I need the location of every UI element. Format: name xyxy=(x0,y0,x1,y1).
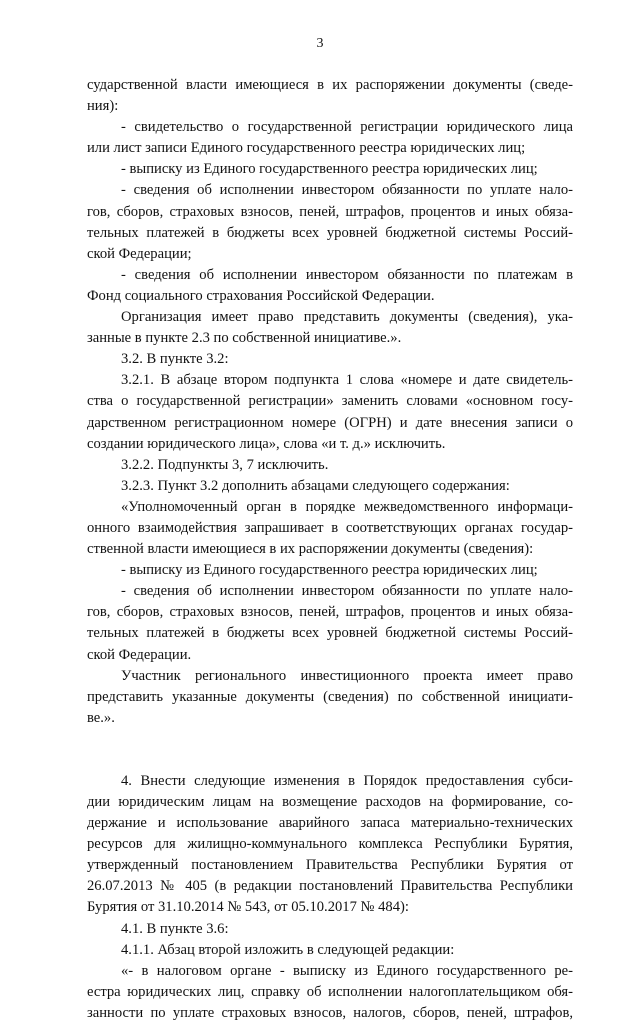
text-line: 3.2. В пункте 3.2: xyxy=(121,351,229,368)
text-line: занности по уплате страховых взносов, налогов, сборов, пеней, штрафов, xyxy=(87,1004,573,1021)
paragraph xyxy=(87,666,573,729)
text-line: ства о государственной регистрации» заменить словами «основном госу- xyxy=(87,393,573,410)
paragraph xyxy=(87,265,573,307)
document-body xyxy=(87,75,573,1024)
text-line: 26.07.2013 № 405 (в редакции постановлений Правительства Республики xyxy=(87,878,573,895)
text-line: держание и использование аварийного запаса материально-технических xyxy=(87,815,573,832)
text-line: 4.1.1. Абзац второй изложить в следующей редакции: xyxy=(121,941,455,958)
text-line: Фонд социального страхования Российской Федерации. xyxy=(87,287,435,304)
text-line: создании юридического лица», слова «и т. д.» исключить. xyxy=(87,435,446,452)
paragraph xyxy=(87,455,573,476)
text-line: естра юридических лиц, справку об исполнении налогоплательщиком обя- xyxy=(87,983,573,1000)
paragraph xyxy=(87,581,573,665)
text-line: гов, сборов, страховых взносов, пеней, штрафов, процентов и иных обяза- xyxy=(87,203,573,220)
paragraph xyxy=(87,771,573,919)
paragraph xyxy=(87,940,573,961)
paragraph xyxy=(87,117,573,159)
text-line: тельных платежей в бюджеты всех уровней бюджетной системы Россий- xyxy=(87,224,573,241)
text-line: утвержденный постановлением Правительства Республики Бурятия от xyxy=(87,857,573,874)
text-line: представить указанные документы (сведения) по собственной инициати- xyxy=(87,688,573,705)
text-line: или лист записи Единого государственного реестра юридических лиц; xyxy=(87,140,526,157)
text-line: Организация имеет право представить документы (сведения), ука- xyxy=(121,309,573,326)
text-line: - свидетельство о государственной регистрации юридического лица xyxy=(121,119,573,136)
text-line: - выписку из Единого государственного реестра юридических лиц; xyxy=(121,161,538,178)
text-line: ресурсов для жилищно-коммунального комплекса Республики Бурятия, xyxy=(87,836,573,853)
text-line: - выписку из Единого государственного реестра юридических лиц; xyxy=(121,562,538,579)
text-line: занные в пункте 2.3 по собственной инициативе.». xyxy=(87,330,402,347)
section-gap xyxy=(87,729,573,771)
text-line: - сведения об исполнении инвестором обязанности по уплате нало- xyxy=(121,583,573,600)
paragraph xyxy=(87,307,573,349)
text-line: ве.». xyxy=(87,709,115,726)
paragraph xyxy=(87,476,573,497)
text-line: ственной власти имеющиеся в их распоряжении документы (сведения): xyxy=(87,541,534,558)
paragraph xyxy=(87,75,573,117)
text-line: дарственном регистрационном номере (ОГРН) и дате внесения записи о xyxy=(87,414,573,431)
text-line: «Уполномоченный орган в порядке межведомственного информаци- xyxy=(121,498,573,515)
text-line: «- в налоговом органе - выписку из Единого государственного ре- xyxy=(121,962,573,979)
text-line: - сведения об исполнении инвестором обязанности по уплате нало- xyxy=(121,182,573,199)
text-line: Участник регионального инвестиционного проекта имеет право xyxy=(121,667,573,684)
text-line: онного взаимодействия запрашивает в соответствующих органах государ- xyxy=(87,519,573,536)
text-line: ния): xyxy=(87,98,119,115)
text-line: 3.2.2. Подпункты 3, 7 исключить. xyxy=(121,456,329,473)
text-line: сударственной власти имеющиеся в их распоряжении документы (сведе- xyxy=(87,77,573,93)
paragraph xyxy=(87,919,573,940)
text-line: 3.2.1. В абзаце втором подпункта 1 слова «номере и дате свидетель- xyxy=(121,372,573,389)
text-line: тельных платежей в бюджеты всех уровней бюджетной системы Россий- xyxy=(87,625,573,642)
paragraph xyxy=(87,497,573,560)
text-line: 4. Внести следующие изменения в Порядок предоставления субси- xyxy=(121,772,573,789)
paragraph xyxy=(87,159,573,180)
paragraph xyxy=(87,180,573,264)
page-number: 3 xyxy=(316,36,324,51)
paragraph xyxy=(87,349,573,370)
text-line: гов, сборов, страховых взносов, пеней, штрафов, процентов и иных обяза- xyxy=(87,604,573,621)
paragraph xyxy=(87,961,573,1024)
text-line: 4.1. В пункте 3.6: xyxy=(121,920,229,937)
paragraph xyxy=(87,370,573,454)
paragraph xyxy=(87,560,573,581)
text-line: Бурятия от 31.10.2014 № 543, от 05.10.2017 № 484): xyxy=(87,899,409,916)
text-line: - сведения об исполнении инвестором обязанности по платежам в xyxy=(121,266,573,283)
text-line: ской Федерации. xyxy=(87,646,192,663)
text-line: дии юридическим лицам на возмещение расходов на формирование, со- xyxy=(87,794,573,810)
text-line: 3.2.3. Пункт 3.2 дополнить абзацами следующего содержания: xyxy=(121,477,510,494)
text-line: ской Федерации; xyxy=(87,245,192,262)
